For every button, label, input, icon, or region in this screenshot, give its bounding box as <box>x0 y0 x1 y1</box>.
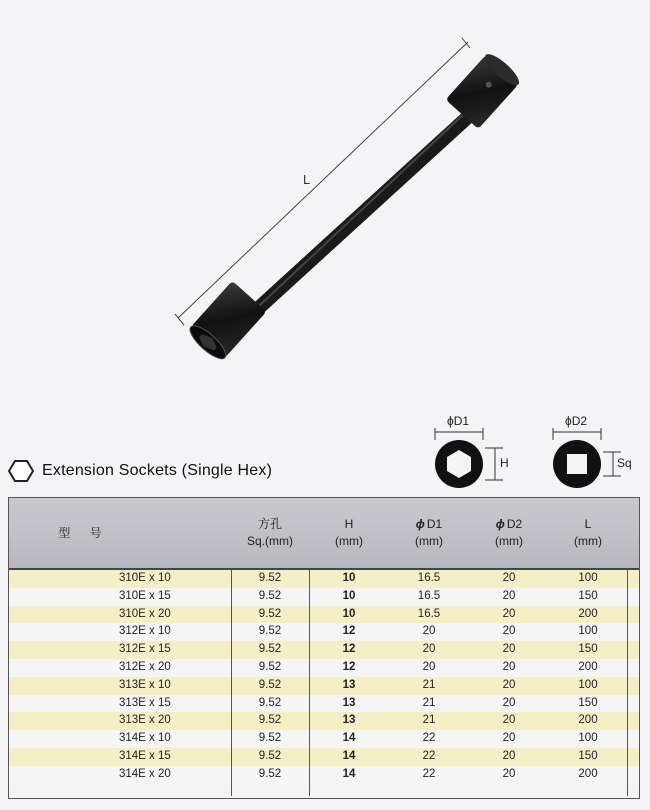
cell-d2: 20 <box>502 589 516 602</box>
table-row <box>9 730 639 748</box>
cell-d1: 22 <box>422 749 436 762</box>
h-dimension-label: H <box>500 456 509 470</box>
cell-sq: 9.52 <box>258 660 282 673</box>
cell-model: 310E x 20 <box>119 607 171 620</box>
cell-l: 100 <box>578 572 598 584</box>
cell-h: 13 <box>342 678 356 691</box>
cell-d1: 16.5 <box>417 607 441 620</box>
cell-l: 200 <box>578 660 598 673</box>
section-title: Extension Sockets (Single Hex) <box>42 462 273 479</box>
cell-l: 100 <box>578 678 598 691</box>
cell-d2: 20 <box>502 767 516 780</box>
cell-l: 100 <box>578 625 598 638</box>
cell-l: 150 <box>578 749 598 762</box>
cell-sq: 9.52 <box>258 643 282 656</box>
cell-sq: 9.52 <box>258 749 282 762</box>
cell-model: 312E x 10 <box>119 625 171 638</box>
cell-l: 200 <box>578 767 598 780</box>
column-divider <box>231 570 232 796</box>
cell-d1: 16.5 <box>417 572 441 584</box>
header-l: L (mm) <box>574 517 602 548</box>
cell-d2: 20 <box>502 660 516 673</box>
cell-model: 314E x 20 <box>119 767 171 780</box>
cell-sq: 9.52 <box>258 572 282 584</box>
cell-sq: 9.52 <box>258 589 282 602</box>
cell-sq: 9.52 <box>258 607 282 620</box>
cell-h: 12 <box>342 625 356 638</box>
cell-d2: 20 <box>502 643 516 656</box>
table-body <box>9 570 639 784</box>
cell-d2: 20 <box>502 714 516 727</box>
cell-sq: 9.52 <box>258 767 282 780</box>
cell-d2: 20 <box>502 696 516 709</box>
cell-sq: 9.52 <box>258 714 282 727</box>
cell-h: 12 <box>342 660 356 673</box>
cell-l: 200 <box>578 607 598 620</box>
cell-h: 13 <box>342 696 356 709</box>
header-h: H (mm) <box>335 517 363 548</box>
spec-table <box>8 497 640 799</box>
cell-h: 13 <box>342 714 356 727</box>
cell-l: 150 <box>578 696 598 709</box>
header-model: 型 号 <box>58 525 110 540</box>
cell-sq: 9.52 <box>258 625 282 638</box>
d2-dimension-label: ϕD2 <box>565 414 588 428</box>
cell-d2: 20 <box>502 625 516 638</box>
cell-d1: 21 <box>422 714 436 727</box>
table-row <box>9 641 639 659</box>
hex-end-diagram <box>425 410 525 490</box>
cell-h: 14 <box>342 767 356 780</box>
cell-d2: 20 <box>502 732 516 745</box>
cell-model: 313E x 10 <box>119 678 171 691</box>
table-row <box>9 588 639 606</box>
length-dimension-label: L <box>303 172 311 187</box>
header-d2: ϕ D2 (mm) <box>495 517 523 548</box>
cell-model: 314E x 15 <box>119 749 171 762</box>
cell-d2: 20 <box>502 678 516 691</box>
cell-model: 313E x 15 <box>119 696 171 709</box>
hex-cross-section-icon <box>425 410 525 490</box>
header-d1: ϕ D1 (mm) <box>415 517 443 548</box>
section-heading <box>8 460 272 482</box>
table-row <box>9 766 639 784</box>
table-row <box>9 570 639 588</box>
cell-sq: 9.52 <box>258 732 282 745</box>
cell-h: 12 <box>342 643 356 656</box>
cell-d1: 20 <box>422 643 436 656</box>
column-divider <box>627 570 628 796</box>
cell-model: 314E x 10 <box>119 732 171 745</box>
table-header <box>9 498 639 570</box>
sq-dimension-label: Sq <box>617 456 632 470</box>
cell-d2: 20 <box>502 607 516 620</box>
column-divider <box>309 570 310 796</box>
table-row <box>9 748 639 766</box>
cell-h: 10 <box>342 589 356 602</box>
table-row <box>9 695 639 713</box>
table-row <box>9 677 639 695</box>
cell-l: 150 <box>578 589 598 602</box>
cell-model: 312E x 20 <box>119 660 171 673</box>
cell-sq: 9.52 <box>258 678 282 691</box>
table-row <box>9 659 639 677</box>
header-sq: 方孔 Sq.(mm) <box>247 517 293 548</box>
table-row <box>9 606 639 624</box>
cell-sq: 9.52 <box>258 696 282 709</box>
cell-d1: 20 <box>422 660 436 673</box>
cell-l: 100 <box>578 732 598 745</box>
cell-h: 10 <box>342 607 356 620</box>
cell-d1: 21 <box>422 696 436 709</box>
cell-d2: 20 <box>502 572 516 584</box>
cell-h: 14 <box>342 732 356 745</box>
cell-h: 10 <box>342 572 356 584</box>
cell-d1: 22 <box>422 767 436 780</box>
cell-model: 310E x 10 <box>119 572 171 584</box>
cell-d1: 16.5 <box>417 589 441 602</box>
cell-d1: 21 <box>422 678 436 691</box>
cell-model: 310E x 15 <box>119 589 171 602</box>
square-end-diagram <box>545 410 645 490</box>
cell-model: 313E x 20 <box>119 714 171 727</box>
cell-d1: 20 <box>422 625 436 638</box>
cell-l: 150 <box>578 643 598 656</box>
d1-dimension-label: ϕD1 <box>447 414 470 428</box>
cell-d2: 20 <box>502 749 516 762</box>
table-row <box>9 623 639 641</box>
cell-model: 312E x 15 <box>119 643 171 656</box>
hexagon-icon <box>8 459 34 483</box>
table-row <box>9 712 639 730</box>
cell-h: 14 <box>342 749 356 762</box>
cell-d1: 22 <box>422 732 436 745</box>
cell-l: 200 <box>578 714 598 727</box>
square-drive-cross-section-icon <box>545 410 645 490</box>
